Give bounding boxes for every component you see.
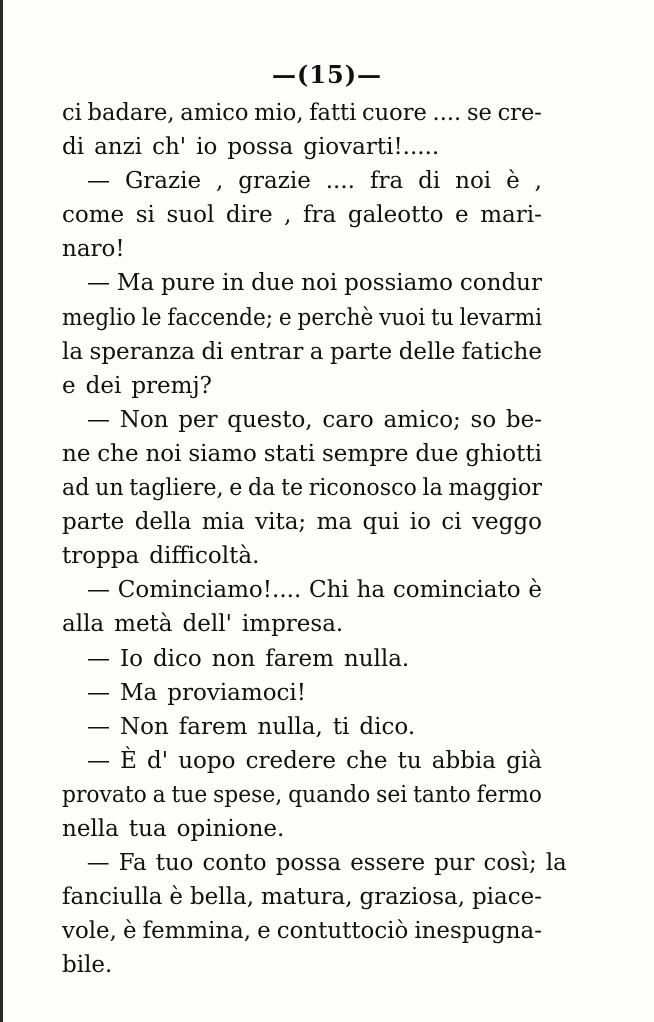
word: Non	[119, 406, 169, 433]
text-line	[62, 335, 542, 369]
word: possa	[227, 134, 294, 161]
text-line	[62, 710, 542, 744]
word: speranza	[89, 338, 196, 365]
word: alla	[62, 611, 105, 638]
text-line	[62, 539, 542, 573]
word: e	[278, 304, 292, 331]
word: conto	[202, 850, 267, 877]
word: sei	[376, 781, 408, 808]
word: pure	[161, 270, 216, 297]
text-line	[62, 812, 542, 846]
word: perchè	[297, 304, 374, 331]
word: entrar	[229, 338, 304, 365]
word: premj?	[131, 372, 212, 399]
text-line	[62, 403, 542, 437]
word: la	[422, 475, 443, 502]
word: qui	[362, 509, 400, 536]
word: e	[229, 475, 243, 502]
text-line	[62, 914, 542, 948]
word: delle	[398, 338, 456, 365]
word: naro!	[62, 236, 125, 263]
word: cre-	[497, 100, 542, 126]
word: giovarti!.....	[303, 134, 440, 161]
word: Fa	[118, 850, 147, 877]
word: provato	[62, 781, 147, 808]
word: non	[211, 645, 256, 672]
word: femmina,	[142, 918, 252, 945]
word: ,	[216, 168, 224, 195]
word: nulla,	[257, 713, 323, 740]
word: sempre	[321, 440, 409, 467]
word: ci	[441, 509, 462, 536]
word: —	[87, 713, 110, 740]
word: possiamo	[344, 270, 454, 297]
word: fra	[369, 168, 404, 195]
word: e	[257, 918, 271, 945]
text-line	[62, 232, 542, 266]
word: ....	[325, 168, 355, 195]
word: io	[409, 509, 431, 536]
word: che	[97, 440, 139, 467]
word: a	[152, 781, 166, 808]
word: be-	[505, 406, 542, 433]
word: è	[528, 577, 542, 604]
word: matura,	[260, 884, 353, 911]
word: da	[248, 475, 276, 502]
word: noi	[301, 270, 338, 297]
word: ch'	[152, 134, 187, 161]
word: faccende;	[167, 304, 274, 331]
word: Cominciamo!....	[117, 577, 302, 604]
word: d'	[147, 747, 169, 774]
word: È	[120, 747, 137, 774]
text-line	[62, 266, 542, 300]
text-line	[62, 744, 542, 778]
word: —	[87, 747, 110, 774]
word: cominciato	[392, 577, 521, 604]
word: è	[506, 168, 520, 195]
word: la	[62, 338, 84, 365]
word: mio,	[254, 100, 304, 126]
text-line	[62, 164, 542, 198]
text-line	[62, 130, 542, 164]
word: tua	[128, 815, 167, 842]
word: della	[134, 509, 192, 536]
word: di	[62, 134, 85, 161]
word: grazie	[238, 168, 311, 195]
word: per	[178, 406, 218, 433]
word: opinione.	[176, 815, 285, 842]
word: nella	[62, 815, 119, 842]
word: Non	[120, 713, 169, 740]
word: Io	[120, 645, 143, 672]
text-line	[62, 880, 542, 914]
text-line	[62, 437, 542, 471]
word: badare,	[87, 100, 175, 126]
word: siamo	[188, 440, 257, 467]
text-line	[62, 846, 567, 880]
word: contuttociò	[276, 918, 409, 945]
text-line	[62, 96, 542, 130]
word: che	[346, 747, 388, 774]
word: ,	[534, 168, 542, 195]
word: caro	[322, 406, 374, 433]
word: veggo	[472, 509, 542, 536]
word: amico	[180, 100, 249, 126]
word: questo,	[227, 406, 313, 433]
word: bile.	[62, 952, 113, 979]
word: le	[141, 304, 162, 331]
word: e	[62, 372, 76, 399]
page-number: —(15)—	[271, 60, 383, 89]
word: ha	[356, 577, 386, 604]
word: maggior	[448, 475, 542, 502]
text-line	[62, 676, 542, 710]
word: fra	[303, 202, 337, 229]
text-line	[62, 642, 542, 676]
word: di	[201, 338, 224, 365]
word: in	[222, 270, 245, 297]
word: —	[87, 679, 110, 706]
word: farem	[178, 713, 248, 740]
word: ci	[62, 100, 82, 126]
word: un	[95, 475, 124, 502]
word: vuoi	[379, 304, 426, 331]
word: ne	[62, 440, 91, 467]
text-line	[62, 778, 542, 812]
word: Chi	[309, 577, 349, 604]
word: pur	[434, 850, 475, 877]
word: già	[506, 747, 542, 774]
word: ti	[332, 713, 350, 740]
word: la	[545, 850, 567, 877]
word: dico.	[359, 713, 416, 740]
word: levarmi	[459, 304, 542, 331]
word: noi	[455, 168, 492, 195]
word: mia	[201, 509, 245, 536]
word: Ma	[116, 270, 155, 297]
word: tagliere,	[129, 475, 224, 502]
word: troppa	[62, 543, 140, 570]
word: dico	[152, 645, 202, 672]
word: vita;	[255, 509, 307, 536]
word: —	[87, 406, 110, 433]
word: è	[169, 884, 184, 911]
word: anzi	[94, 134, 143, 161]
page-binding-edge	[0, 0, 3, 1022]
text-line	[62, 948, 542, 982]
word: cuore	[362, 100, 427, 126]
word: parte	[62, 509, 125, 536]
word: ma	[316, 509, 353, 536]
word: e	[455, 202, 469, 229]
word: Ma	[120, 679, 158, 706]
word: fermo	[476, 781, 542, 808]
word: tanto	[413, 781, 471, 808]
word: so	[470, 406, 497, 433]
word: è	[122, 918, 137, 945]
word: possa	[275, 850, 342, 877]
word: meglio	[62, 304, 136, 331]
word: così;	[483, 850, 537, 877]
word: uopo	[178, 747, 236, 774]
word: farem	[265, 645, 334, 672]
word: si	[135, 202, 155, 229]
word: ghiotti	[465, 440, 542, 467]
text-line	[62, 198, 542, 232]
word: quando	[288, 781, 371, 808]
word: io	[196, 134, 218, 161]
word: a	[309, 338, 324, 365]
word: noi	[145, 440, 182, 467]
word: essere	[350, 850, 426, 877]
word: amico;	[383, 406, 461, 433]
word: spese,	[213, 781, 283, 808]
word: dire	[225, 202, 273, 229]
word: fatiche	[461, 338, 542, 365]
word: Grazie	[124, 168, 202, 195]
word: te	[281, 475, 304, 502]
word: ,	[284, 202, 292, 229]
word: due	[415, 440, 459, 467]
word: fanciulla	[62, 884, 163, 911]
word: —	[87, 577, 110, 604]
word: graziosa,	[359, 884, 466, 911]
text-line	[62, 573, 542, 607]
word: ad	[62, 475, 90, 502]
word: tue	[171, 781, 208, 808]
word: —	[87, 168, 110, 195]
word: abbia	[431, 747, 496, 774]
word: stati	[263, 440, 316, 467]
word: inespugna-	[414, 918, 542, 945]
word: proviamoci!	[167, 679, 307, 706]
word: riconosco	[308, 475, 417, 502]
word: tu	[397, 747, 422, 774]
word: suol	[166, 202, 215, 229]
word: se	[466, 100, 492, 126]
word: dell'	[182, 611, 232, 638]
word: credere	[245, 747, 337, 774]
word: impresa.	[241, 611, 344, 638]
word: metà	[114, 611, 173, 638]
word: —	[86, 850, 110, 877]
word: condur	[459, 270, 542, 297]
text-line	[62, 607, 542, 641]
word: piace-	[471, 884, 542, 911]
text-line	[62, 301, 542, 335]
word: difficoltà.	[149, 543, 260, 570]
text-line	[62, 471, 542, 505]
word: fatti	[309, 100, 357, 126]
body-text	[62, 96, 567, 982]
word: mari-	[480, 202, 542, 229]
word: tuo	[155, 850, 194, 877]
text-line	[62, 505, 542, 539]
word: come	[62, 202, 125, 229]
word: vole,	[62, 918, 117, 945]
word: —	[87, 645, 110, 672]
word: nulla.	[343, 645, 410, 672]
text-line	[62, 369, 542, 403]
word: due	[251, 270, 295, 297]
word: bella,	[189, 884, 255, 911]
word: ....	[432, 100, 462, 126]
word: galeotto	[347, 202, 444, 229]
word: parte	[329, 338, 393, 365]
word: dei	[85, 372, 122, 399]
word: —	[87, 270, 110, 297]
word: tu	[431, 304, 454, 331]
word: di	[418, 168, 441, 195]
